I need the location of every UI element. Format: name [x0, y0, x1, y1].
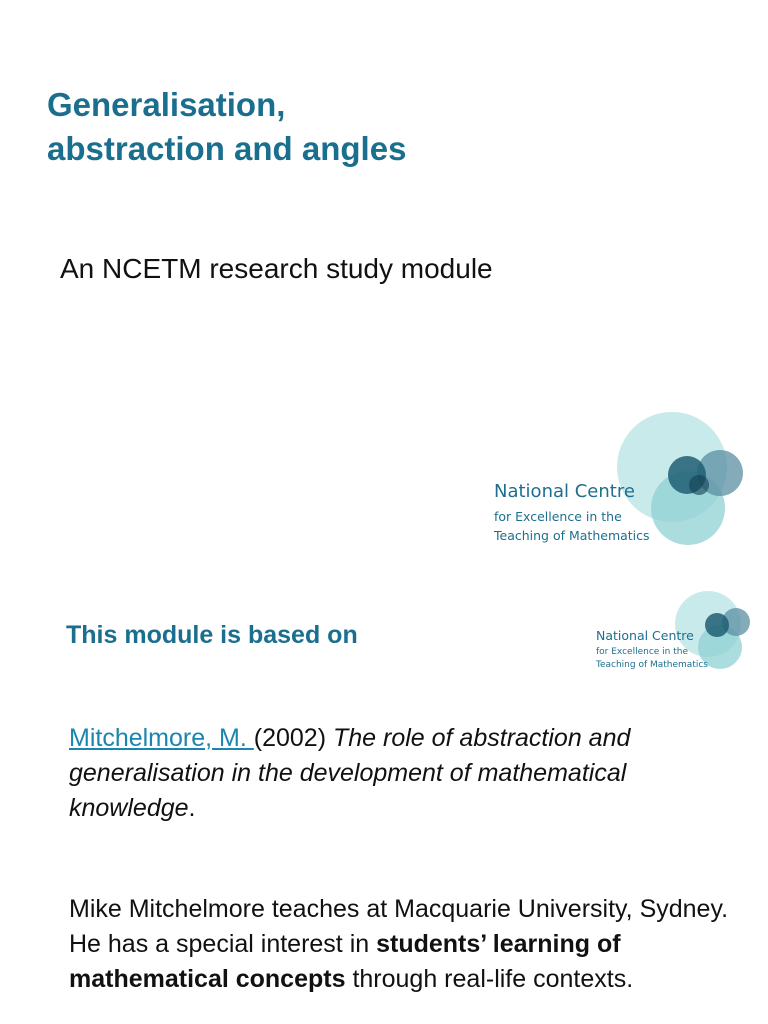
slide-subtitle: An NCETM research study module — [60, 253, 493, 284]
reference-year: (2002) — [253, 724, 333, 752]
bio-text-1: Mike Mitchelmore teaches at Macquarie University, Sydney. He has a special interest in — [69, 895, 729, 958]
title-line-1: Generalisation, — [47, 86, 286, 123]
reference-title: The role of abstraction and generalisation in the development of mathematical knowledge — [69, 724, 631, 822]
reference-citation — [69, 721, 729, 826]
logo-small-tagline-1: for Excellence in the — [596, 647, 688, 657]
logo-name: National Centre — [494, 481, 635, 502]
logo-small-tagline-2: Teaching of Mathematics — [596, 660, 708, 670]
logo-tagline-1: for Excellence in the — [494, 509, 622, 524]
author-link[interactable]: Mitchelmore, M. — [69, 724, 254, 752]
bio-text-2: through real-life contexts. — [345, 965, 634, 993]
reference-end: . — [188, 794, 196, 822]
author-bio — [69, 892, 729, 997]
bio-bold-text: students’ learning of mathematical concepts — [69, 930, 621, 993]
slide-title-heading — [47, 83, 406, 171]
logo-small-name: National Centre — [596, 628, 694, 643]
module-basis-heading: This module is based on — [66, 621, 358, 649]
ncetm-logo-small — [596, 592, 761, 677]
title-line-2: abstraction and angles — [47, 130, 407, 167]
ncetm-logo — [494, 423, 754, 553]
logo-tagline-2: Teaching of Mathematics — [494, 528, 650, 543]
